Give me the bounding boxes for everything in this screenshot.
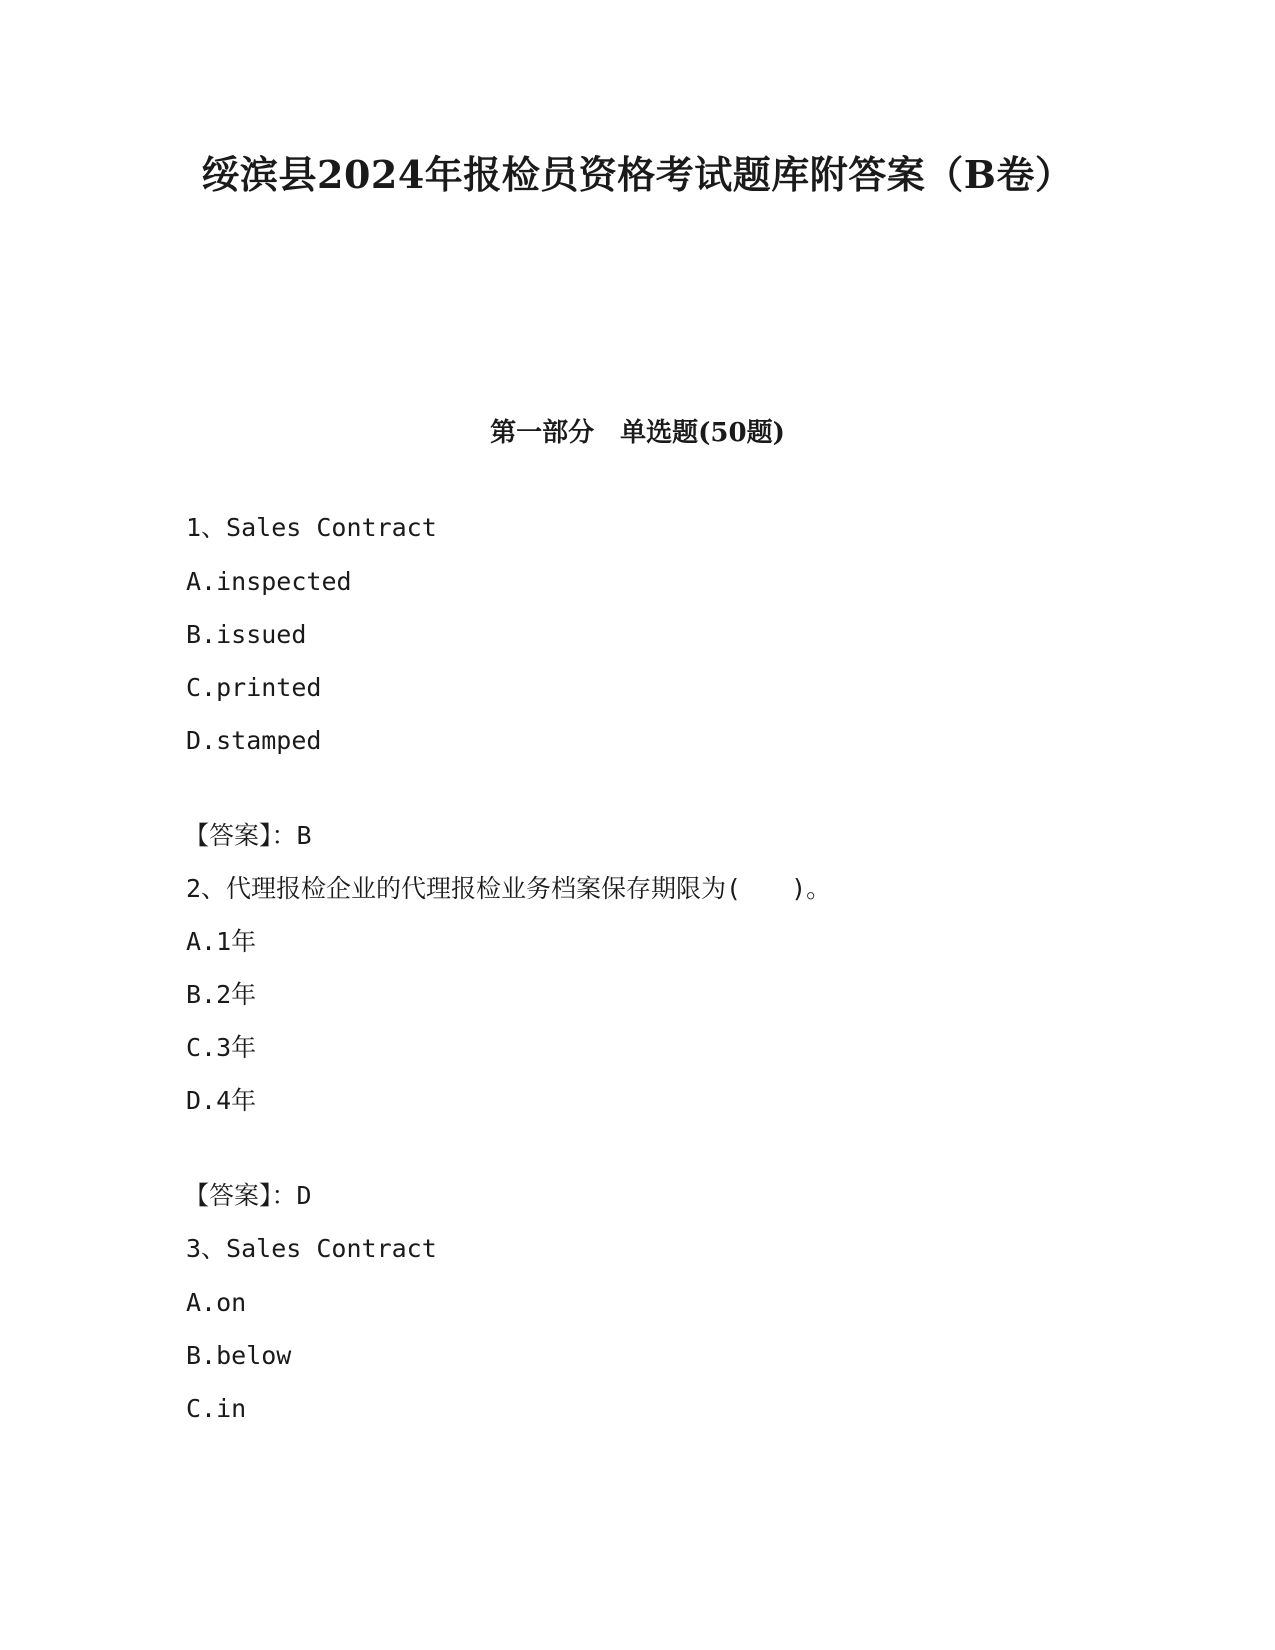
option-a: A.on [186,1288,247,1317]
answer-line: 【答案】：D [184,1181,312,1210]
option-a: A.1年 [186,927,257,956]
option-d: D.stamped [186,726,322,755]
section-heading: 第一部分 单选题(50题) [490,418,785,448]
question-stem: 3、Sales Contract [186,1234,437,1263]
answer-line: 【答案】：B [184,821,312,850]
question-stem: 2、代理报检企业的代理报检业务档案保存期限为( )。 [186,874,832,903]
option-d: D.4年 [186,1086,257,1115]
document-title: 绥滨县2024年报检员资格考试题库附答案（B卷） [201,152,1074,197]
option-c: C.3年 [186,1033,257,1062]
option-b: B.below [186,1341,292,1370]
option-c: C.in [186,1394,247,1423]
option-c: C.printed [186,673,322,702]
option-a: A.inspected [186,567,352,596]
question-stem: 1、Sales Contract [186,513,437,542]
option-b: B.2年 [186,980,257,1009]
option-b: B.issued [186,620,307,649]
